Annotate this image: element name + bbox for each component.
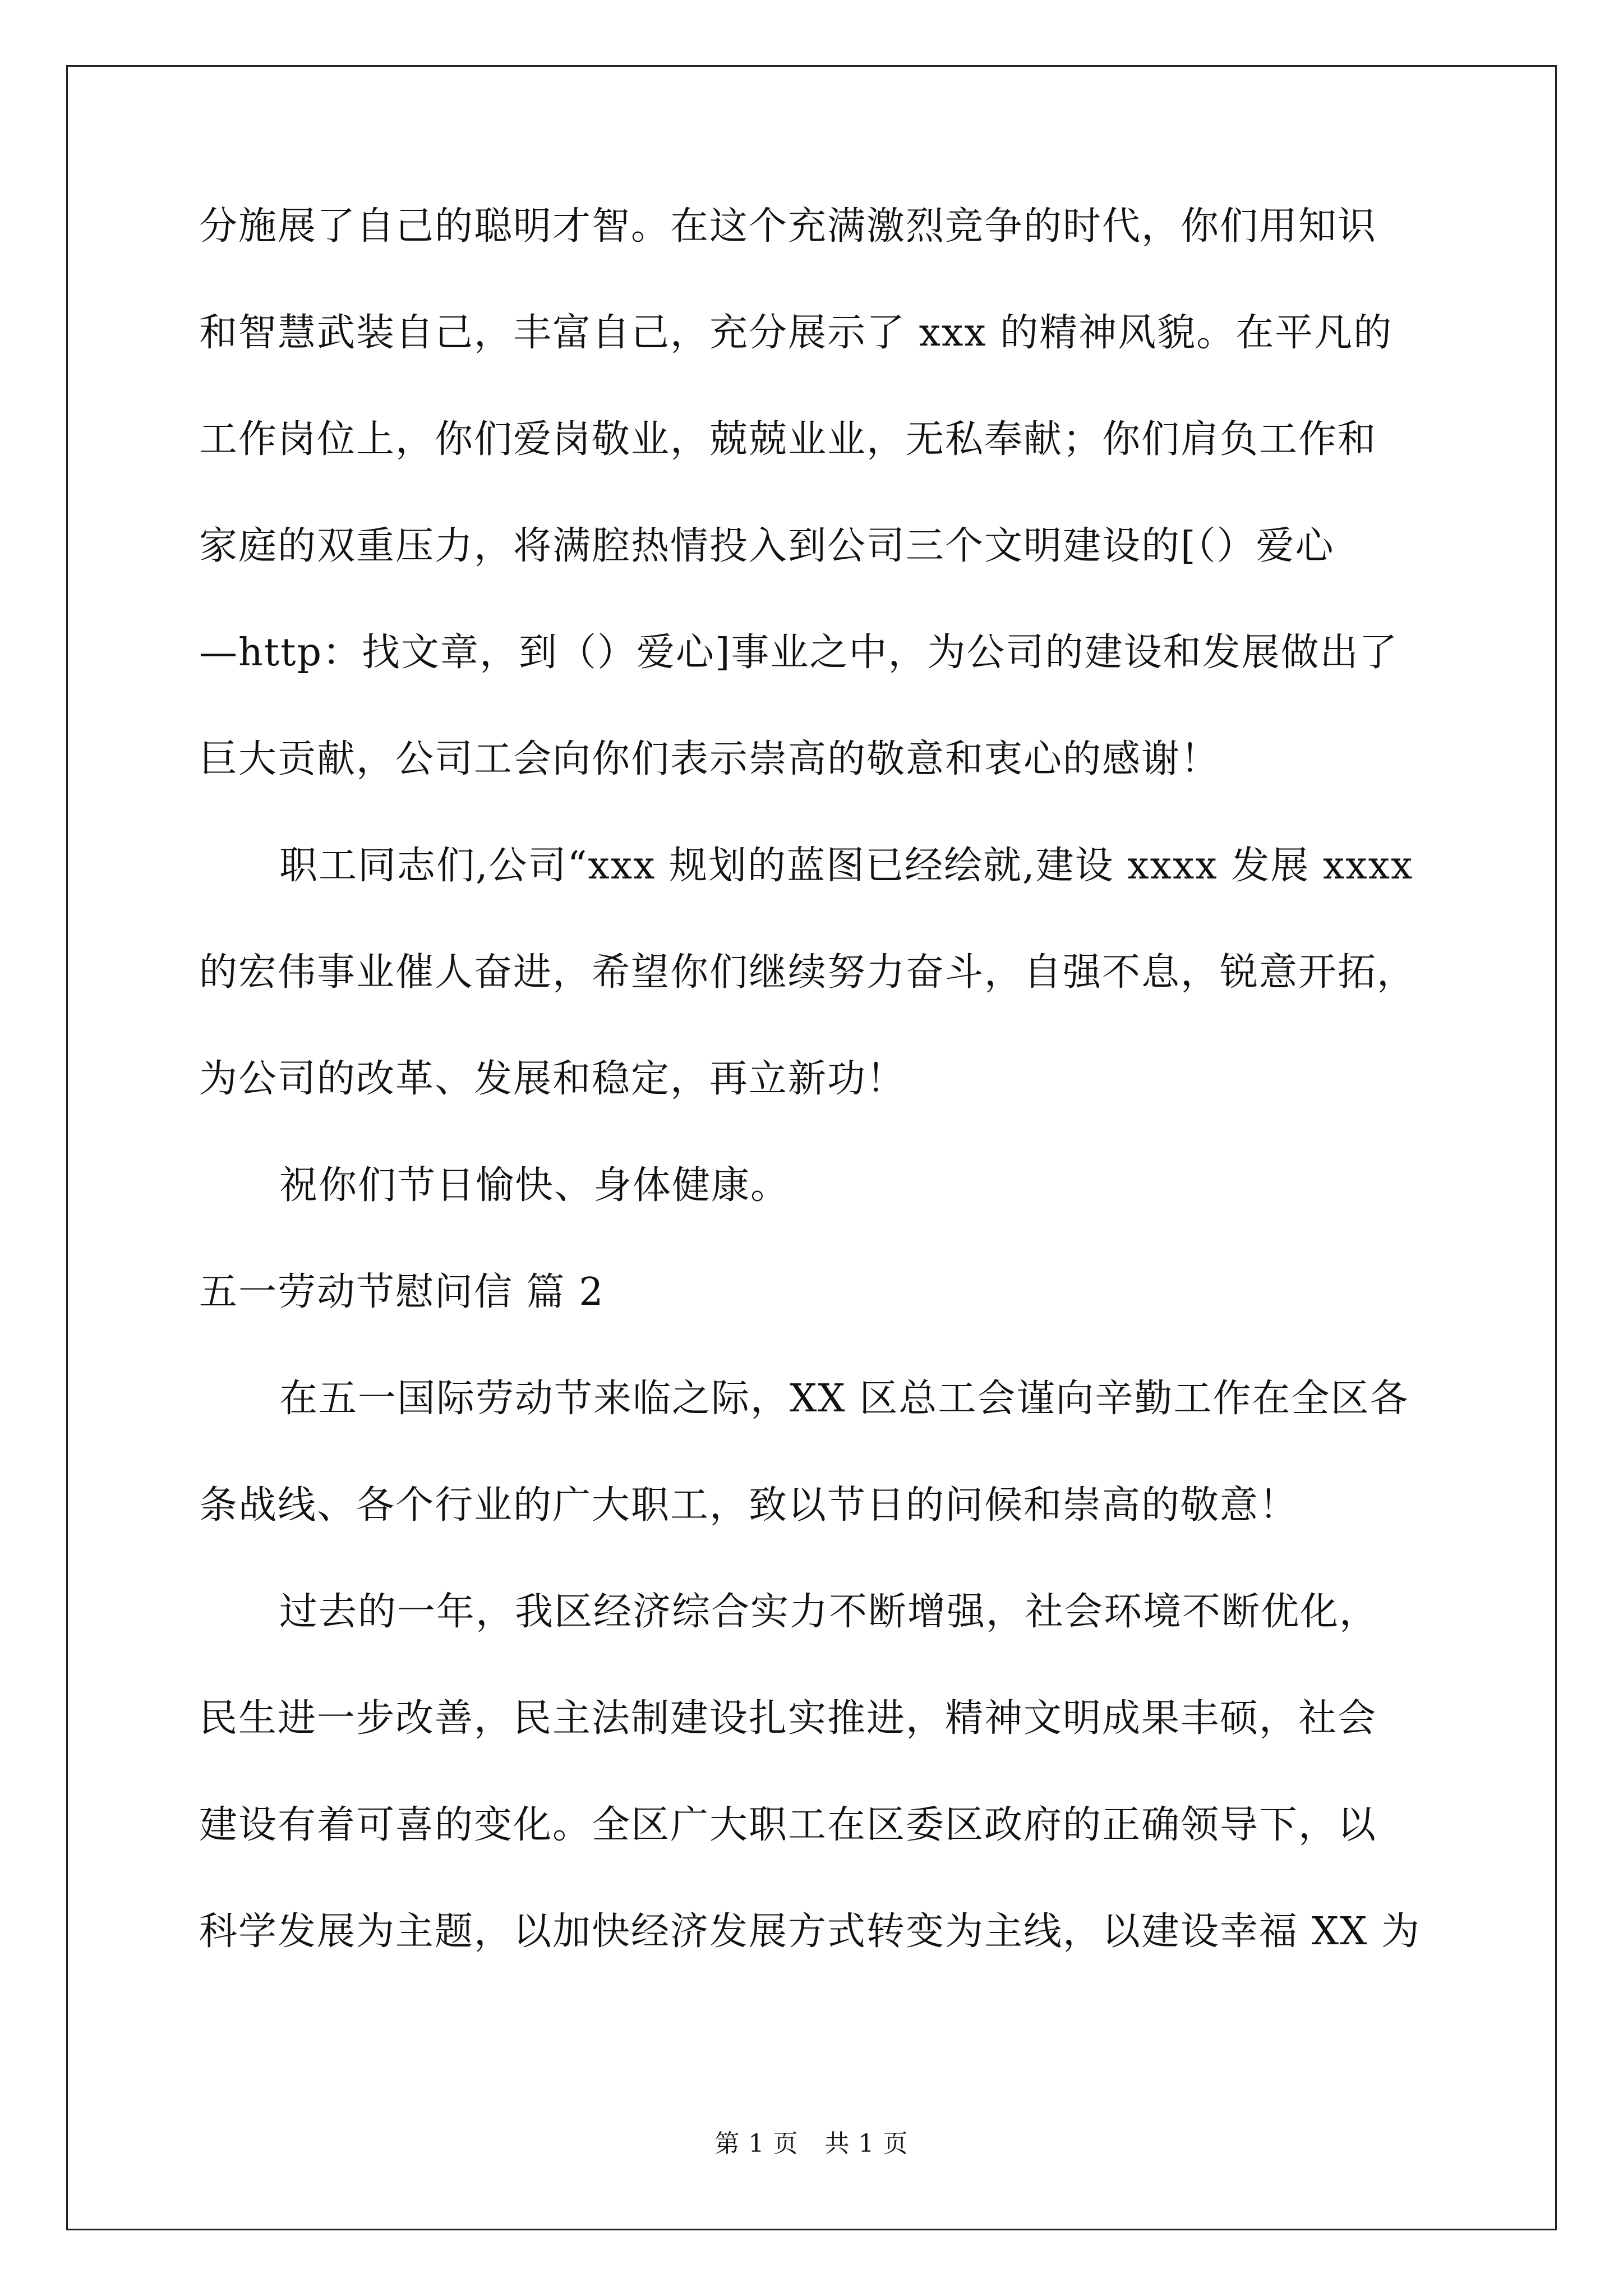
paragraph-start-line: 职工同志们,公司“xxx 规划的蓝图已经绘就,建设 xxxx 发展 xxxx — [279, 844, 1414, 888]
paragraph-start-line: 在五一国际劳动节来临之际，XX 区总工会谨向辛勤工作在全区各 — [279, 1377, 1409, 1421]
text-line: 家庭的双重压力，将满腔热情投入到公司三个文明建设的[（）爱心 — [199, 524, 1335, 568]
page-footer — [0, 2129, 1623, 2158]
page-number: 第 1 页 — [714, 2129, 799, 2158]
page-total: 共 1 页 — [824, 2129, 909, 2158]
text-line: 条战线、各个行业的广大职工，致以节日的问候和崇高的敬意！ — [199, 1483, 1299, 1527]
text-line: 巨大贡献，公司工会向你们表示崇高的敬意和衷心的感谢！ — [199, 737, 1220, 781]
section-heading: 五一劳动节慰问信 篇 2 — [199, 1270, 605, 1314]
text-line: 为公司的改革、发展和稳定，再立新功！ — [199, 1057, 906, 1101]
text-line: 的宏伟事业催人奋进，希望你们继续努力奋斗，自强不息，锐意开拓， — [199, 950, 1417, 995]
text-line: 建设有着可喜的变化。全区广大职工在区委区政府的正确领导下，以 — [199, 1803, 1377, 1847]
text-line: 分施展了自己的聪明才智。在这个充满激烈竞争的时代，你们用知识 — [199, 204, 1377, 249]
text-line: 科学发展为主题，以加快经济发展方式转变为主线，以建设幸福 XX 为 — [199, 1910, 1421, 1954]
paragraph-start-line: 祝你们节日愉快、身体健康。 — [279, 1163, 790, 1208]
paragraph-start-line: 过去的一年，我区经济综合实力不断增强，社会环境不断优化， — [279, 1590, 1379, 1634]
text-line: 和智慧武装自己，丰富自己，充分展示了 xxx 的精神风貌。在平凡的 — [199, 311, 1393, 355]
text-line: —http：找文章，到（）爱心]事业之中，为公司的建设和发展做出了 — [199, 631, 1399, 675]
text-line: 工作岗位上，你们爱岗敬业，兢兢业业，无私奉献；你们肩负工作和 — [199, 417, 1377, 462]
page-border — [66, 65, 1557, 2230]
text-line: 民生进一步改善，民主法制建设扎实推进，精神文明成果丰硕，社会 — [199, 1696, 1377, 1741]
